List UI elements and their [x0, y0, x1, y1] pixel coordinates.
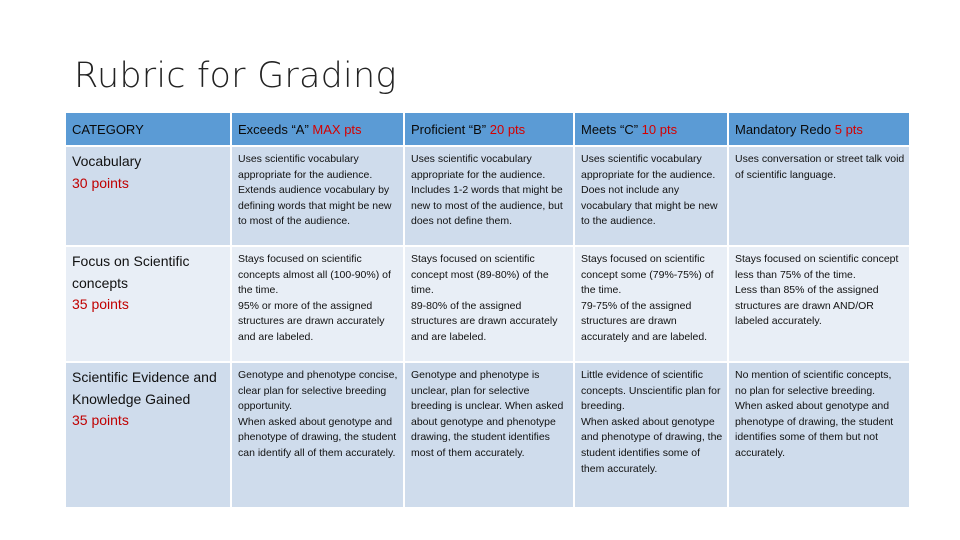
header-meets-pts: 10 pts — [641, 121, 678, 137]
header-redo-pts: 5 pts — [834, 121, 863, 137]
proficient-cell: Stays focused on scientific concept most (89-80%) of the time. 89-80% of the assigned structures are drawn accurately and are labeled. — [404, 246, 574, 362]
header-category: CATEGORY — [66, 113, 231, 146]
meets-cell: Stays focused on scientific concept some (79%-75%) of the time. 79-75% of the assigned structures are drawn accurately and are labeled. — [574, 246, 728, 362]
category-name: Vocabulary — [72, 153, 142, 169]
exceeds-cell: Uses scientific vocabulary appropriate for the audience. Extends audience vocabulary by defining words that might be new to most of the audience. — [231, 146, 404, 246]
category-name: Focus on Scientific concepts — [72, 253, 190, 291]
header-row — [66, 113, 910, 146]
header-redo: Mandatory Redo 5 pts — [728, 113, 910, 146]
redo-cell: Uses conversation or street talk void of scientific language. — [728, 146, 910, 246]
header-proficient-pts: 20 pts — [489, 121, 526, 137]
table-row — [66, 362, 910, 507]
category-cell — [66, 362, 231, 507]
category-points: 30 points — [72, 174, 129, 191]
proficient-cell: Uses scientific vocabulary appropriate for the audience. Includes 1-2 words that might be new to most of the audience, but does not define them. — [404, 146, 574, 246]
page-title: Rubric for Grading — [74, 56, 397, 96]
meets-cell: Uses scientific vocabulary appropriate for the audience. Does not include any vocabulary that might be new to the audience. — [574, 146, 728, 246]
meets-cell: Little evidence of scientific concepts. Unscientific plan for breeding. When asked about genotype and phenotype of drawing, the student identifies some of them accurately. — [574, 362, 728, 507]
table-row — [66, 146, 910, 246]
proficient-cell: Genotype and phenotype is unclear, plan for selective breeding is unclear. When asked about genotype and phenotype drawing, the student identifies most of them accurately. — [404, 362, 574, 507]
category-points: 35 points — [72, 296, 129, 312]
header-proficient: Proficient “B” 20 pts — [404, 113, 574, 146]
header-exceeds: Exceeds “A” MAX pts — [231, 113, 404, 146]
redo-cell: No mention of scientific concepts, no plan for selective breeding. When asked about genotype and phenotype of drawing, the student identifies some of them but not accurately. — [728, 362, 910, 507]
category-points: 35 points — [72, 412, 129, 428]
header-exceeds-pts: MAX pts — [312, 121, 362, 137]
category-cell — [66, 146, 231, 246]
category-name: Scientific Evidence and Knowledge Gained — [72, 369, 217, 407]
table-row — [66, 246, 910, 362]
rubric-table — [66, 113, 911, 507]
header-meets: Meets “C” 10 pts — [574, 113, 728, 146]
redo-cell: Stays focused on scientific concept less than 75% of the time. Less than 85% of the assigned structures are drawn AND/OR labeled accurately. — [728, 246, 910, 362]
exceeds-cell: Genotype and phenotype concise, clear plan for selective breeding opportunity. When asked about genotype and phenotype of drawing, the student can identify all of them accurately. — [231, 362, 404, 507]
category-cell — [66, 246, 231, 362]
exceeds-cell: Stays focused on scientific concepts almost all (100-90%) of the time. 95% or more of the assigned structures are drawn accurately and are labeled. — [231, 246, 404, 362]
